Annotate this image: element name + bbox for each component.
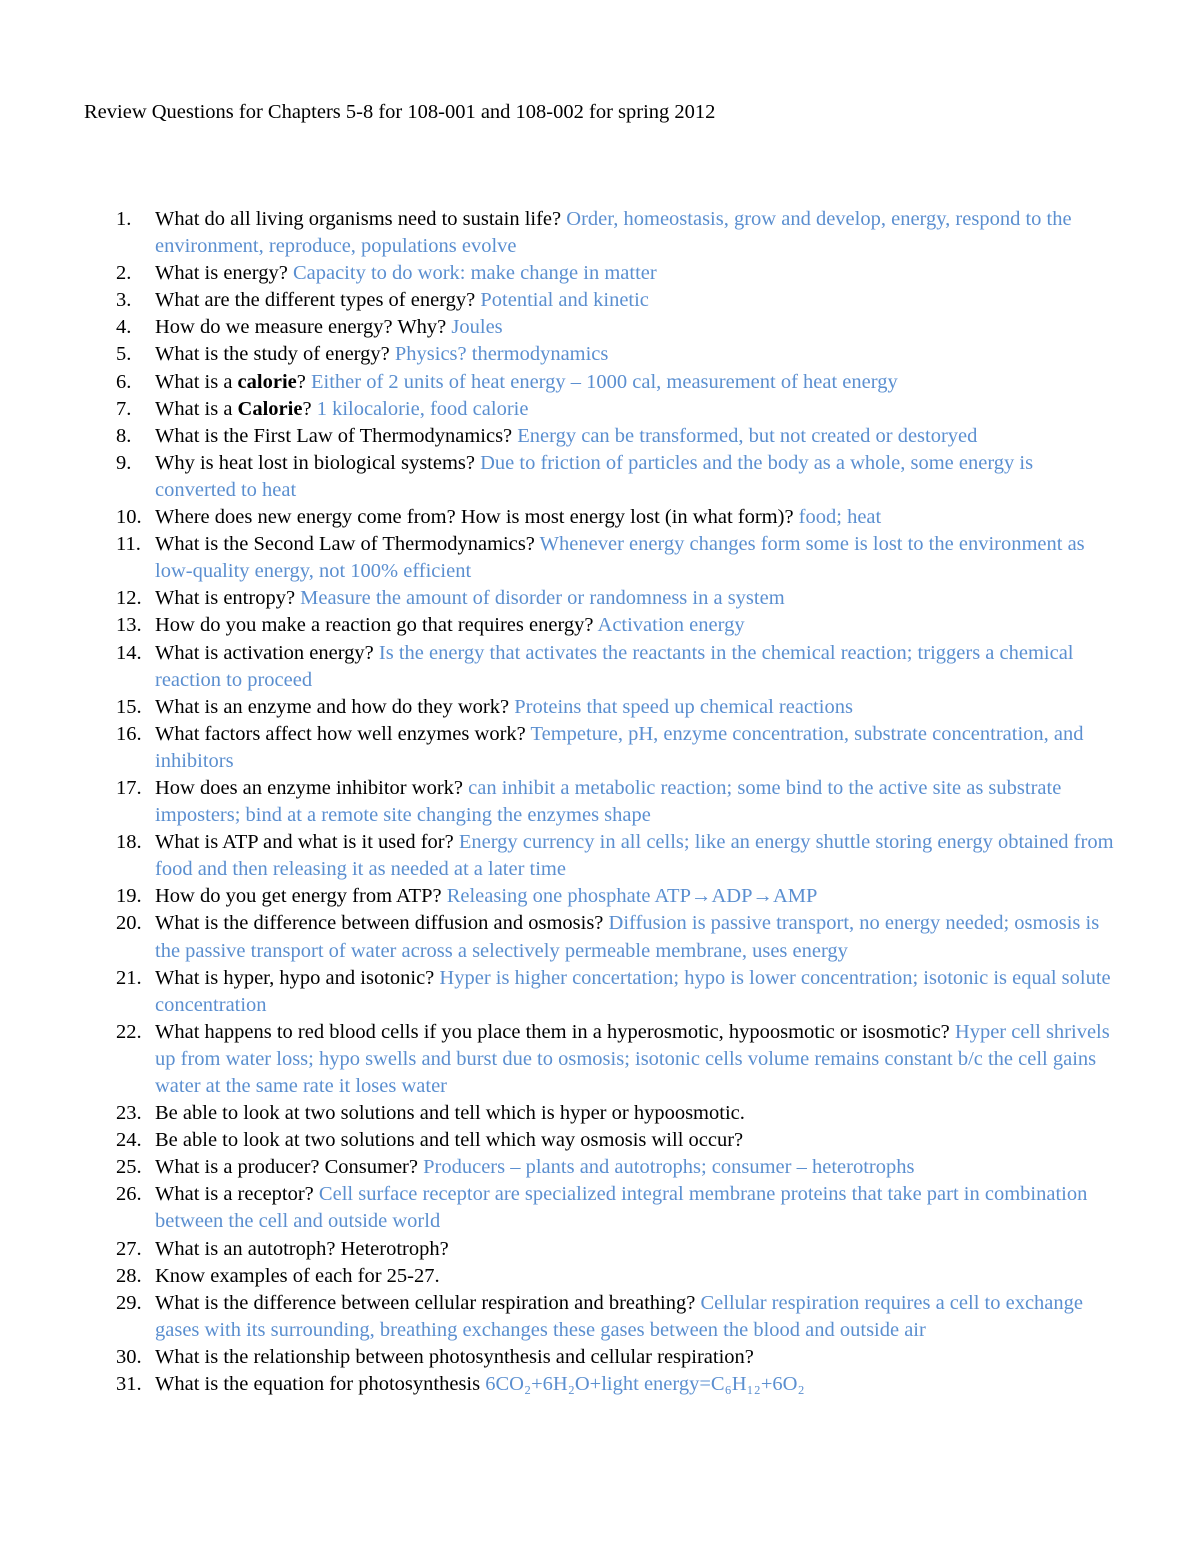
question-number [116,883,155,910]
question-number [116,1154,155,1181]
question-item [116,314,1116,341]
question-body [155,1263,1116,1290]
question-number-label: 17. [116,776,142,799]
question-item [116,883,1116,910]
question-number-label: 5. [116,343,132,366]
question-body [155,775,1116,829]
question-text-main: What is energy? [155,262,288,285]
answer-text: Either of 2 units of heat energy – 1000 cal, measurement of heat energy [310,370,898,393]
question-text [155,1102,745,1124]
question-number-label: 25. [116,1156,142,1179]
question-item [116,1344,1116,1371]
question-number-label: 3. [116,289,132,312]
question-text-post: ? [296,370,306,393]
question-text-main: What is a receptor? [155,1183,314,1206]
question-number-label: 19. [116,885,142,908]
question-number [116,260,155,287]
answer-text [447,885,818,907]
answer-text: Measure the amount of disorder or randomness in a system [300,587,785,610]
answer-text: food; heat [798,506,882,529]
question-item [116,1100,1116,1127]
question-text [155,723,526,745]
question-text-main: Why is heat lost in biological systems? [155,451,475,474]
question-item [116,694,1116,721]
question-number-label: 9. [116,451,132,474]
answer-text: Hyper cell shrivels up from water loss; hypo swells and burst due to osmosis; isotonic cells volume remains constant b/c the cell gains water at the same rate it loses water [155,1020,1110,1097]
question-item [116,531,1116,585]
question-text [155,208,561,230]
question-number-label: 11. [116,533,141,556]
question-item [116,1181,1116,1235]
answer-part: ADP [711,885,753,908]
question-text-pre: What is a [155,397,238,420]
document-title: Review Questions for Chapters 5-8 for 108-001 and 108-002 for spring 2012 [84,101,716,123]
question-item [116,1236,1116,1263]
question-text [155,967,434,989]
question-number-label: 27. [116,1237,142,1260]
question-item [116,504,1116,531]
question-number [116,531,155,585]
question-item [116,1371,1116,1398]
question-body [155,504,1116,531]
question-text [155,1292,695,1314]
question-number-label: 8. [116,424,132,447]
question-text-main: What do all living organisms need to sustain life? [155,208,562,230]
question-number-label: 28. [116,1264,142,1287]
question-number-label: 13. [116,614,142,637]
question-body [155,883,1116,910]
question-text [155,614,594,636]
question-text-main: What is an autotroph? Heterotroph? [155,1237,449,1260]
answer-part: Releasing one phosphate ATP [446,885,691,908]
question-text-main: What is the Second Law of Thermodynamics? [155,533,535,556]
question-text-main: What is the study of energy? [155,343,390,366]
question-item [116,965,1116,1019]
question-text-main: What is the difference between cellular respiration and breathing? [155,1291,696,1314]
answer-text: Proteins that speed up chemical reactions [514,695,853,718]
question-number [116,287,155,314]
question-number [116,1290,155,1344]
question-number [116,612,155,639]
question-number [116,1263,155,1290]
question-text-main: What is a producer? Consumer? [155,1156,418,1179]
question-body [155,369,1116,396]
question-text-main: What are the different types of energy? [155,289,476,312]
question-number [116,721,155,775]
question-body [155,1154,1116,1181]
question-text [155,587,295,609]
question-number [116,341,155,368]
question-list [116,206,1116,1398]
question-body [155,206,1116,260]
question-text [155,642,374,664]
question-number-label: 14. [116,641,142,664]
answer-text: Tempeture, pH, enzyme concentration, substrate concentration, and inhibitors [155,722,1084,772]
question-text [155,1156,418,1178]
question-text [155,1183,314,1205]
answer-text: Cell surface receptor are specialized integral membrane proteins that take part in combination between the cell and outside world [155,1183,1088,1233]
question-body [155,1100,1116,1127]
question-text-main: Where does new energy come from? How is most energy lost (in what form)? [155,506,794,529]
question-text-main: How do we measure energy? Why? [155,316,447,339]
question-body [155,314,1116,341]
question-number-label: 21. [116,966,142,989]
question-number [116,694,155,721]
question-text-main: What is entropy? [155,587,296,610]
question-text-main: Know examples of each for 25-27. [155,1264,440,1287]
question-number [116,206,155,260]
question-text [155,533,535,555]
question-term: calorie [237,370,297,393]
question-number-label: 23. [116,1102,142,1125]
question-text [155,777,463,799]
question-body [155,423,1116,450]
question-body [155,1181,1116,1235]
question-item [116,206,1116,260]
question-item [116,640,1116,694]
question-text-main: What is an enzyme and how do they work? [155,695,510,718]
question-number [116,829,155,883]
question-number-label: 16. [116,722,142,745]
question-body [155,1236,1116,1263]
question-number [116,585,155,612]
question-item [116,260,1116,287]
question-text [155,1265,440,1287]
question-text-main: How does an enzyme inhibitor work? [155,776,463,799]
answer-text: can inhibit a metabolic reaction; some bind to the active site as substrate imposters; bind at a remote site changing the enzymes shape [155,776,1062,827]
question-body [155,1344,1116,1371]
question-number [116,910,155,964]
question-item [116,829,1116,883]
question-number-label: 24. [116,1129,142,1152]
question-body [155,612,1116,639]
question-text-main: What is the relationship between photosynthesis and cellular respiration? [155,1345,754,1368]
question-item [116,369,1116,396]
question-item [116,1290,1116,1344]
answer-text: Hyper is higher concertation; hypo is lower concentration; isotonic is equal solute concentration [155,966,1111,1016]
question-text [155,506,794,528]
question-number-label: 31. [116,1373,142,1396]
question-text [155,398,312,420]
question-number-label: 1. [116,208,132,230]
question-body [155,341,1116,368]
question-number [116,1371,155,1398]
answer-text: Physics? thermodynamics [394,343,609,366]
question-number-label: 30. [116,1345,142,1368]
question-number [116,504,155,531]
question-text-main: What factors affect how well enzymes work? [155,722,526,745]
question-number [116,1181,155,1235]
question-text [155,343,390,365]
question-text [155,316,446,338]
question-text [155,885,442,907]
answer-text: Producers – plants and autotrophs; consumer – heterotrophs [423,1156,915,1179]
question-body [155,721,1116,775]
question-number-label: 22. [116,1020,142,1043]
question-item [116,910,1116,964]
question-item [116,612,1116,639]
question-number [116,1236,155,1263]
question-text [155,1373,480,1395]
question-text [155,912,603,934]
question-text-main: What is the difference between diffusion and osmosis? [155,912,604,935]
answer-text: Due to friction of particles and the body as a whole, some energy is converted to heat [155,451,1034,501]
question-item [116,1263,1116,1290]
question-body [155,260,1116,287]
answer-text: Joules [451,316,503,339]
arrow-right-icon: → [752,885,773,908]
question-number-label: 26. [116,1183,142,1206]
question-number [116,775,155,829]
question-body [155,694,1116,721]
question-text-main: What happens to red blood cells if you place them in a hyperosmotic, hypoosmotic or isosmotic? [155,1020,950,1043]
question-text-main: What is activation energy? [155,641,374,664]
answer-text: Is the energy that activates the reactants in the chemical reaction; triggers a chemical reaction to proceed [155,641,1074,691]
question-text-main: What is the equation for photosynthesis [155,1373,481,1396]
question-body [155,450,1116,504]
question-text [155,1021,950,1043]
question-text [155,831,454,853]
question-body [155,1019,1116,1100]
question-item [116,585,1116,612]
question-body [155,287,1116,314]
question-body [155,640,1116,694]
answer-text: Cellular respiration requires a cell to exchange gases with its surrounding, breathing exchanges these gases between the blood and outside air [155,1291,1083,1341]
question-number [116,965,155,1019]
question-number [116,1127,155,1154]
question-number-label: 20. [116,912,142,935]
answer-text: Energy currency in all cells; like an energy shuttle storing energy obtained from food and then releasing it as needed at a later time [155,831,1114,881]
question-text [155,425,512,447]
question-body [155,965,1116,1019]
question-text-main: Be able to look at two solutions and tell which way osmosis will occur? [155,1129,744,1152]
question-text-main: What is the First Law of Thermodynamics? [155,424,513,447]
question-body [155,396,1116,423]
question-body [155,585,1116,612]
question-number-label: 18. [116,831,142,854]
question-text [155,289,475,311]
answer-text: 1 kilocalorie, food calorie [316,397,529,420]
question-text [155,1238,449,1260]
answer-text: Capacity to do work: make change in matter [292,262,657,285]
question-item [116,396,1116,423]
question-item [116,423,1116,450]
question-text-pre: What is a [155,370,238,393]
answer-text: Order, homeostasis, grow and develop, energy, respond to the environment, reproduce, populations evolve [155,208,1072,258]
question-number [116,369,155,396]
question-number-label: 4. [116,316,132,339]
answer-part: AMP [773,885,818,908]
question-text [155,1129,743,1151]
question-item [116,721,1116,775]
question-item [116,287,1116,314]
question-item [116,1019,1116,1100]
question-number-label: 29. [116,1291,142,1314]
question-item [116,341,1116,368]
answer-text: Potential and kinetic [480,289,649,312]
answer-text: 6CO₂+6H₂O+light energy=C₆H₁₂+6O₂ [485,1373,805,1396]
question-number-label: 15. [116,695,142,718]
question-item [116,450,1116,504]
question-number [116,314,155,341]
question-number-label: 6. [116,370,132,393]
question-item [116,1127,1116,1154]
question-body [155,531,1116,585]
question-number-label: 12. [116,587,142,610]
question-text-main: What is ATP and what is it used for? [155,831,454,854]
question-number [116,1100,155,1127]
question-number [116,450,155,504]
question-text-post: ? [302,397,312,420]
question-number [116,640,155,694]
question-item [116,775,1116,829]
question-text [155,371,306,393]
question-number [116,1019,155,1100]
answer-text: Activation energy [597,614,745,637]
question-term: Calorie [237,397,303,420]
question-body [155,1290,1116,1344]
question-number [116,396,155,423]
question-body [155,1127,1116,1154]
question-text-main: How do you make a reaction go that requires energy? [155,614,594,637]
question-body [155,829,1116,883]
question-text-main: How do you get energy from ATP? [155,885,442,908]
arrow-right-icon: → [690,885,712,908]
answer-text: Diffusion is passive transport, no energy needed; osmosis is the passive transport of water across a selectively permeable membrane, uses energy [155,912,1100,962]
answer-text: Whenever energy changes form some is lost to the environment as low-quality energy, not 100% efficient [155,533,1085,583]
question-text-main: Be able to look at two solutions and tell which is hyper or hypoosmotic. [155,1102,745,1125]
question-number [116,423,155,450]
question-body [155,910,1116,964]
question-number-label: 7. [116,397,132,420]
question-item [116,1154,1116,1181]
question-text [155,696,509,718]
question-text [155,1346,754,1368]
answer-text: Energy can be transformed, but not created or destoryed [517,424,978,447]
question-body [155,1371,1116,1398]
question-text-main: What is hyper, hypo and isotonic? [155,966,435,989]
question-text [155,262,288,284]
question-text [155,452,475,474]
question-number-label: 2. [116,262,132,285]
question-number-label: 10. [116,506,142,529]
question-number [116,1344,155,1371]
